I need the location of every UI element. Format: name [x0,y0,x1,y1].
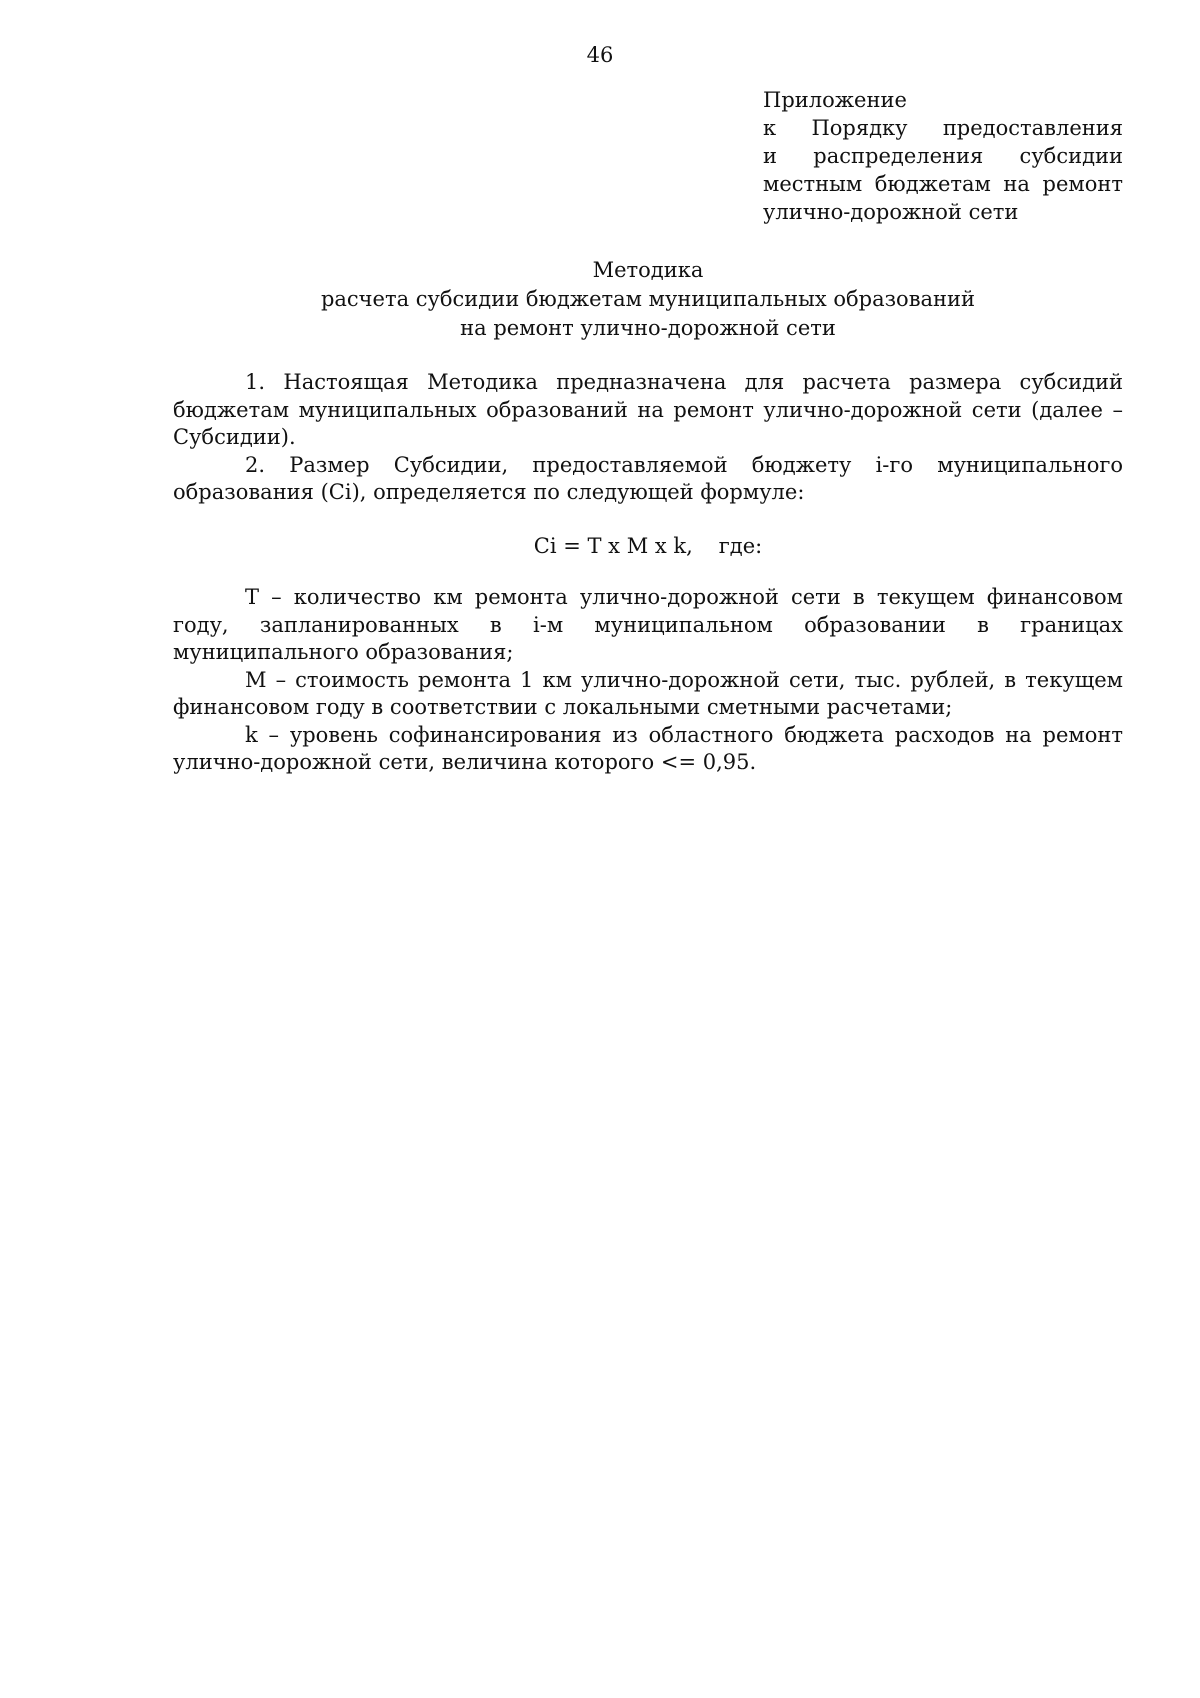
appendix-header [763,86,1123,226]
appendix-label: Приложение [763,88,907,112]
appendix-line: к Порядку предоставления [763,116,1123,140]
document-body [173,369,1123,777]
formula-expression: Ci = T x M x k, [533,533,693,558]
title-subheading: на ремонт улично-дорожной сети [460,316,836,340]
document-title [173,256,1123,343]
title-subheading: расчета субсидии бюджетам муниципальных образований [320,287,976,311]
definition-k: k – уровень софинансирования из областного бюджета расходов на ремонт улично-дорожной сети, величина которого <= 0,95. [173,722,1123,774]
formula [173,533,1123,561]
definition-m: M – стоимость ремонта 1 км улично-дорожной сети, тыс. рублей, в текущем финансовом году в соответствии с локальными сметными расчетами; [173,667,1123,719]
appendix-line: и распределения субсидии [763,144,1123,168]
appendix-line: улично-дорожной сети [763,200,1019,224]
page-number: 46 [586,43,614,67]
appendix-line: местным бюджетам на ремонт [763,172,1123,196]
definition-t: T – количество км ремонта улично-дорожной сети в текущем финансовом году, запланированных в i-м муниципальном образовании в границах муниципального образования; [173,585,1123,664]
paragraph-1: 1. Настоящая Методика предназначена для расчета размера субсидий бюджетам муниципальных образований на ремонт улично-дорожной сети (далее – Субсидии). [173,370,1123,449]
formula-where: где: [718,533,763,558]
title-heading: Методика [592,258,704,282]
paragraph-2: 2. Размер Субсидии, предоставляемой бюджету i-го муниципального образования (Ci), определяется по следующей формуле: [173,452,1123,504]
